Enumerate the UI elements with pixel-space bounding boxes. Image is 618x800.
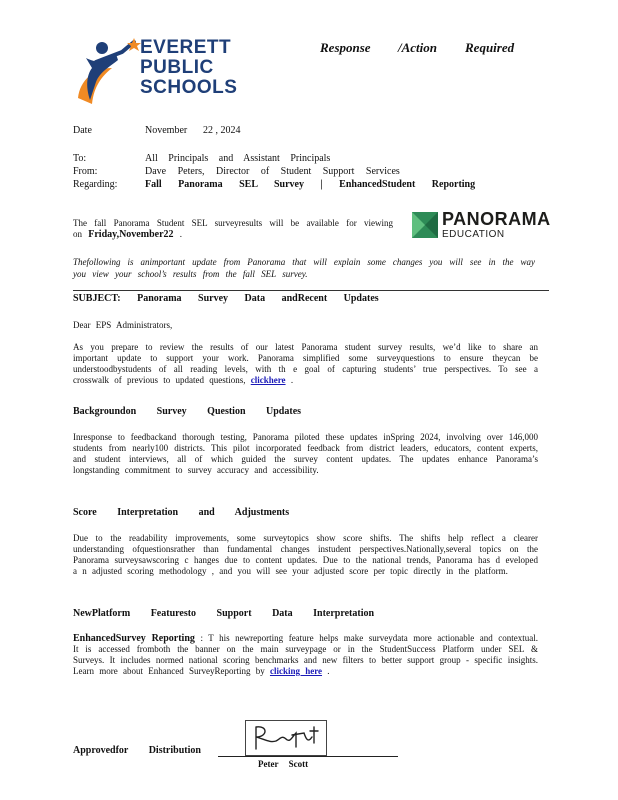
separator-line [73, 290, 549, 291]
date-day: 22 , 2024 [203, 125, 241, 136]
required-label: Required [465, 40, 515, 55]
availability-text: The fall Panorama Student SEL surveyresults will be available for viewing on [73, 218, 393, 239]
enhanced-reporting-link[interactable]: clicking here [269, 666, 323, 676]
paragraph-1 [73, 342, 538, 386]
signature-line [218, 756, 398, 757]
to-value: All Principals and Assistant Principals [145, 153, 331, 164]
paragraph-1-end: . [290, 375, 294, 385]
score-heading: Score Interpretation and Adjustments [73, 507, 290, 518]
platform-text: : T his newreporting feature helps make surveydata more actionable and contextual. It is accessed fromboth the banner on the main surveypage or in the StudentSuccess Platform under SEL & Surveys. It includes normed national scoring benchmarks and new filters to better support group - specific insights. Learn more about Enhanced SurveyReporting by [73, 633, 539, 676]
eps-runner-icon [72, 38, 142, 110]
signature-box [245, 720, 327, 756]
signer-name: Peter Scott [258, 759, 309, 769]
approved-label: Approvedfor Distribution [73, 745, 201, 756]
panorama-sub: EDUCATION [442, 229, 505, 240]
background-heading: Backgroundon Survey Question Updates [73, 406, 302, 417]
regarding-label: Regarding: [73, 179, 118, 190]
eps-logo-line-3: SCHOOLS [140, 77, 238, 98]
enhanced-reporting-title: EnhancedSurvey Reporting [73, 633, 195, 644]
subject-line: SUBJECT: Panorama Survey Data andRecent Updates [73, 293, 379, 304]
crosswalk-link[interactable]: clickhere [250, 375, 286, 385]
availability-end: . [179, 229, 183, 239]
from-value: Dave Peters, Director of Student Support Services [145, 166, 400, 177]
eps-logo [72, 38, 254, 110]
from-label: From: [73, 166, 98, 177]
action-label: /Action [398, 40, 438, 55]
update-note: Thefollowing is animportant update from Panorama that will explain some changes you will see in the way you view your school’s results from the fall SEL survey. [73, 257, 535, 279]
score-text: Due to the readability improvements, some surveytopics show score shifts. The shifts help reflect a clearer understanding ofquestionsrather than fundamental changes instudent perspectives.Nationally,several topics on the Panorama surveysawscoring c hanges due to content updates. Due to the national trends, Panorama has d eveloped a n adjusted scoring methodology , and you will see your adjusted score per topic directly in the platform. [73, 533, 538, 576]
eps-logo-line-2: PUBLIC [140, 57, 214, 78]
eps-logo-line-1: EVERETT [140, 37, 232, 58]
date-label: Date [73, 125, 92, 136]
date-month: November [145, 125, 188, 136]
panorama-name: PANORAMA [442, 209, 551, 229]
availability-date: Friday,November22 [88, 229, 174, 240]
regarding-value: Fall Panorama SEL Survey | EnhancedStudent Reporting [145, 179, 476, 190]
background-text: Inresponse to feedbackand thorough testing, Panorama piloted these updates inSpring 2024, involving over 146,000 students from nearly100 districts. This pilot incorporated feedback from district leaders, educators, content experts, and student interviews, all of which guided the survey content updates. The updates enhance Panorama’s longstanding commitment to survey accuracy and accessibility. [73, 432, 538, 475]
availability-note [73, 218, 393, 240]
platform-heading: NewPlatform Featuresto Support Data Interpretation [73, 608, 375, 619]
panorama-mark-icon [412, 212, 438, 238]
signature-image [246, 721, 326, 755]
paragraph-1-text: As you prepare to review the results of our latest Panorama student survey results, we’d like to share an important update to support your work. Panorama simplified some surveyquestions to ensure theycan be understoodbystudents of all reading levels, with th e goal of capturing students’ true perspectives. To see a crosswalk of previous to updated questions, [73, 342, 538, 385]
platform-paragraph [73, 633, 538, 677]
greeting: Dear EPS Administrators, [73, 320, 173, 330]
platform-end: . [327, 666, 330, 676]
to-label: To: [73, 153, 87, 164]
panorama-logo [412, 210, 552, 242]
response-label: Response [320, 40, 371, 55]
